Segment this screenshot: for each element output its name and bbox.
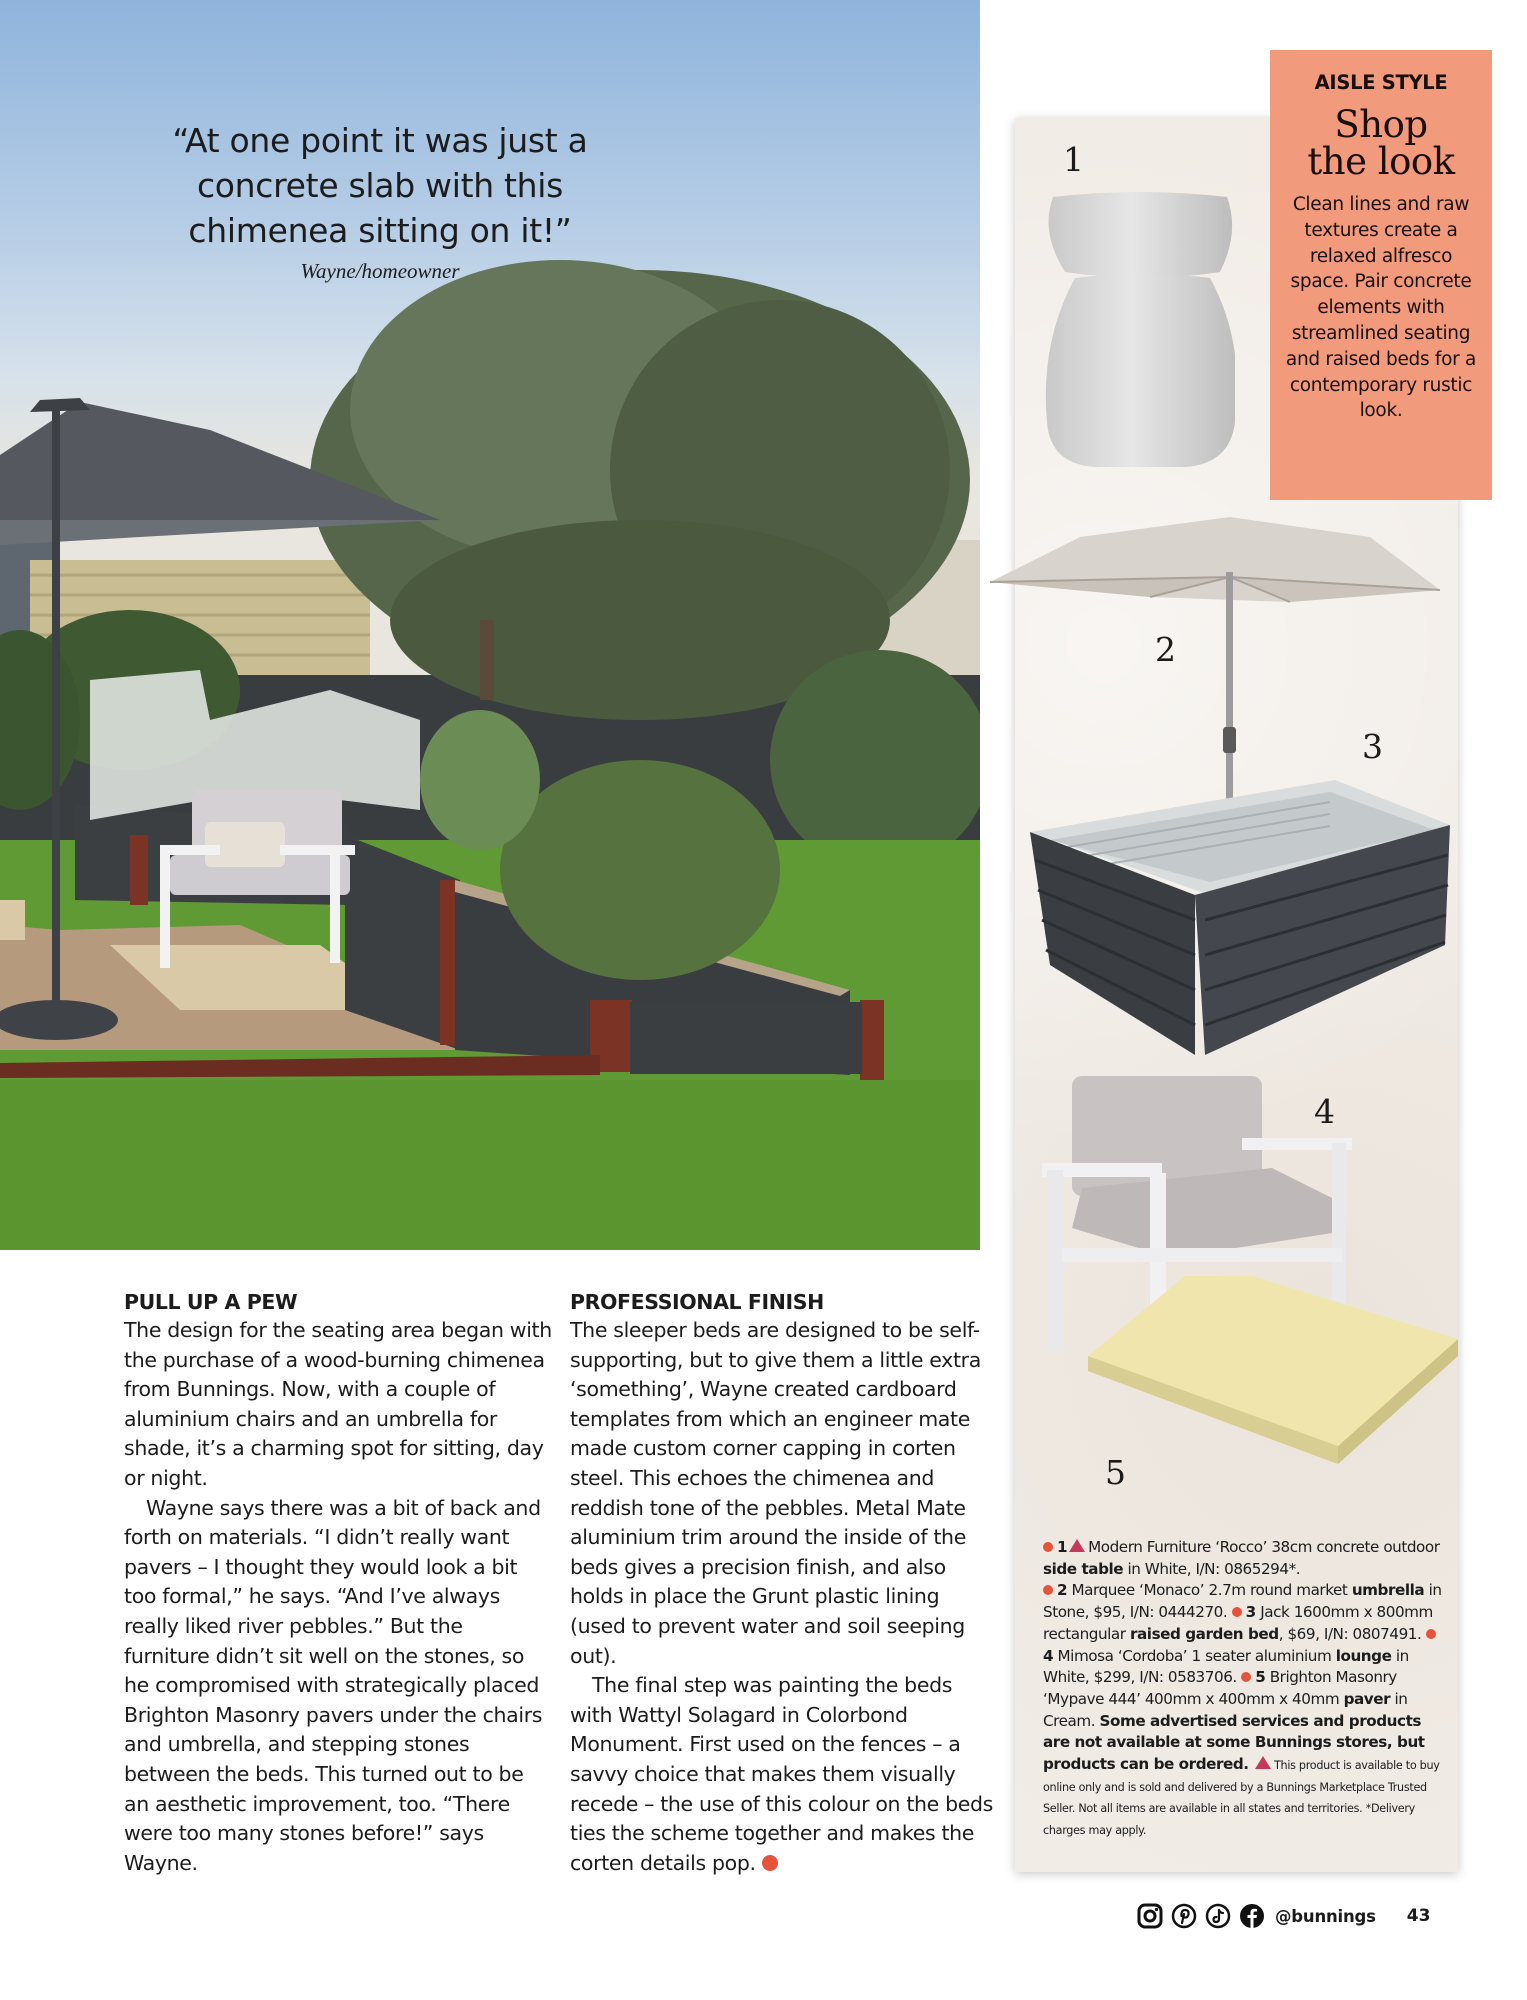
pinterest-icon[interactable] (1170, 1903, 1197, 1930)
product-number-1: 1 (1063, 140, 1084, 179)
product-number-5: 5 (1105, 1453, 1126, 1492)
article-column-right (570, 1288, 1000, 1878)
credit-product-type: umbrella (1351, 1581, 1425, 1600)
pull-quote-text: “At one point it was just a concrete slab with this chimenea sitting on it!” (172, 121, 588, 250)
credit-number: 1 (1057, 1538, 1068, 1556)
credit-product-type: side table (1043, 1559, 1124, 1578)
credit-number: 2 (1057, 1581, 1068, 1600)
facebook-icon[interactable] (1238, 1903, 1265, 1930)
credit-text: in White, I/N: 0865294*. (1123, 1559, 1301, 1578)
credit-text: , $69, I/N: 0807491. (1278, 1624, 1422, 1643)
credit-text: Mimosa ‘Cordoba’ 1 seater aluminium (1057, 1646, 1336, 1665)
credit-number: 4 (1043, 1646, 1054, 1665)
availability-note: Some advertised services and products are not available at some Bunnings stores, but products can be ordered. (1043, 1711, 1425, 1774)
aisle-style-box (1270, 50, 1492, 500)
shop-the-look-blurb: Clean lines and raw textures create a relaxed alfresco space. Pair concrete elements with streamlined seating and raised beds for a contemporary rustic look. (1285, 194, 1477, 422)
shop-the-look-title (1270, 103, 1492, 183)
article-paragraph-text: The final step was painting the beds with Wattyl Solagard in Colorbond Monument. First used on the fences – a savvy choice that makes them visually recede – the use of this colour on the beds ties the scheme together and makes the corten details pop. (570, 1673, 994, 1875)
credit-product-type: lounge (1335, 1646, 1392, 1665)
article-paragraph: Wayne says there was a bit of back and forth on materials. “I didn’t really want pavers – I thought they would look a bit too formal,” he says. “And I’ve always really liked river pebbles.” But the furniture didn’t sit well on the stones, so he compromised with strategically placed Brighton Masonry pavers under the chairs and umbrella, and stepping stones between the beds. This turned out to be an aesthetic improvement, too. “There were too many stones before!” says Wayne. (124, 1495, 543, 1875)
bullet-icon (1426, 1629, 1436, 1639)
title-line-1: Shop (1334, 103, 1428, 146)
section-heading-pull-up-a-pew: PULL UP A PEW (124, 1290, 298, 1314)
section-heading-professional-finish: PROFESSIONAL FINISH (570, 1290, 824, 1314)
credit-text: in Stone, $95, I/N: 0444270. (1043, 1581, 1442, 1622)
article-paragraph (570, 1671, 1000, 1878)
credit-product-type: raised garden bed (1129, 1624, 1279, 1643)
tiktok-icon[interactable] (1204, 1903, 1231, 1930)
fine-print: This product is available to buy online only and is sold and delivered by a Bunnings Marketplace Trusted Seller. Not all items are available in all states and territories. *Delivery charges may apply. (1043, 1759, 1440, 1838)
credit-number: 3 (1245, 1603, 1256, 1622)
product-number-3: 3 (1362, 727, 1383, 766)
pull-quote (120, 118, 640, 284)
marketplace-triangle-icon (1255, 1756, 1271, 1769)
article-paragraph: The design for the seating area began with the purchase of a wood-burning chimenea from Bunnings. Now, with a couple of aluminium chairs and an umbrella for shade, it’s a charming spot for sitting, day or night. (124, 1318, 552, 1490)
bullet-icon (1043, 1542, 1053, 1552)
article-column-left (124, 1288, 554, 1878)
title-line-2: the look (1307, 140, 1455, 183)
credit-product-type: paver (1343, 1689, 1391, 1708)
product-paver-image (1088, 1276, 1468, 1466)
bullet-icon (1043, 1585, 1053, 1595)
bullet-icon (1232, 1607, 1242, 1617)
credit-text: Jack 1600mm x 800mm rectangular (1043, 1603, 1433, 1643)
credit-text: Modern Furniture ‘Rocco’ 38cm concrete outdoor (1088, 1538, 1440, 1556)
page-footer (1136, 1901, 1430, 1931)
page-number: 43 (1406, 1906, 1431, 1926)
bullet-icon (1241, 1672, 1251, 1682)
instagram-icon[interactable] (1136, 1903, 1163, 1930)
social-handle[interactable]: @bunnings (1275, 1906, 1376, 1926)
credit-text: in Cream. (1043, 1689, 1408, 1730)
product-credits (1043, 1537, 1443, 1841)
marketplace-triangle-icon (1069, 1539, 1085, 1552)
pull-quote-attribution: Wayne/homeowner (300, 259, 460, 283)
product-number-2: 2 (1155, 630, 1176, 669)
product-raised-garden-bed-image (1030, 770, 1450, 1060)
credit-text: Brighton Masonry ‘Mypave 444’ 400mm x 400mm x 40mm (1043, 1668, 1397, 1708)
article-paragraph: The sleeper beds are designed to be self-supporting, but to give them a little extra ‘something’, Wayne created cardboard templates from which an engineer mate made custom corner capping in corten steel. This echoes the chimenea and reddish tone of the pebbles. Metal Mate aluminium trim around the inside of the beds gives a precision finish, and also holds in place the Grunt plastic lining (used to prevent water and soil seeping out). (570, 1318, 981, 1668)
credit-text: Marquee ‘Monaco’ 2.7m round market (1071, 1581, 1352, 1600)
credit-number: 5 (1255, 1668, 1266, 1687)
credit-text: in White, $299, I/N: 0583706. (1043, 1646, 1409, 1687)
end-mark-icon (762, 1855, 778, 1871)
aisle-style-kicker: AISLE STYLE (1314, 71, 1448, 94)
hero-photo (0, 0, 980, 1250)
product-side-table-image (1045, 192, 1235, 472)
product-number-4: 4 (1314, 1092, 1335, 1131)
